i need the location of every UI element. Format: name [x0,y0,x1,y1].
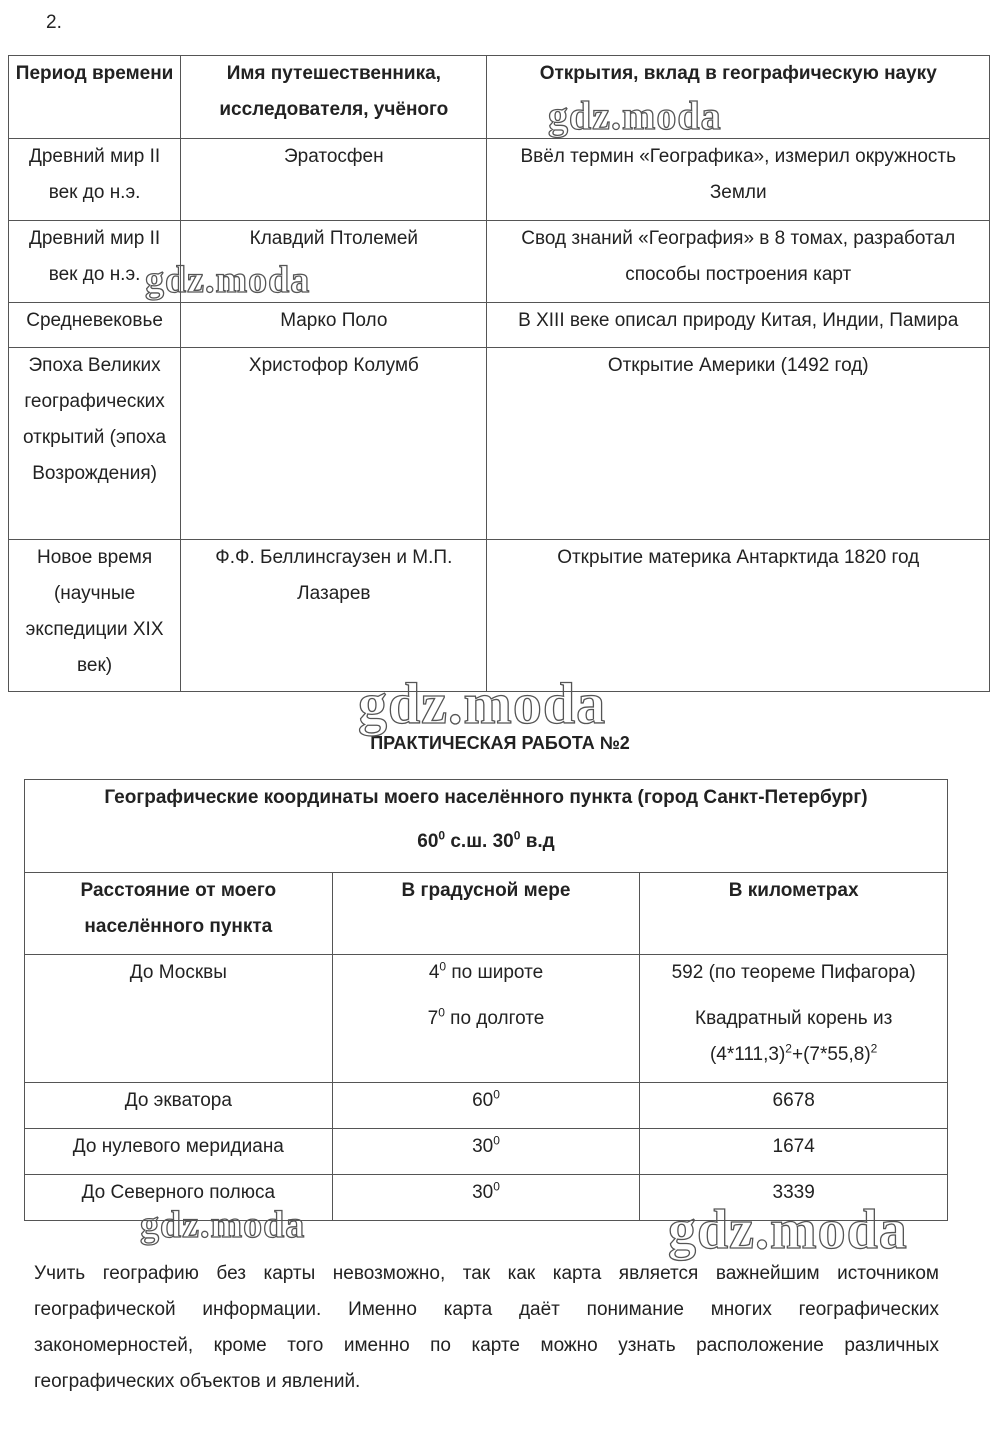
header-discovery: Открытия, вклад в географическую науку [487,56,990,139]
watermark: gdz.moda [358,671,607,736]
table-row [25,1083,948,1129]
conclusion-paragraph: Учить географию без карты невозможно, так как карта является важнейшим источником географической информации. Именно карта даёт понимание многих географических закономерностей, кроме того именно по карте можно узнать расположение различных географических объектов и явлений. [34,1263,939,1392]
label-cell: До Северного полюса [25,1175,333,1221]
city-coordinates: $60^0$ с.ш. $30^0$ в.д [417,828,555,852]
task-number: 2. [46,12,62,33]
period-cell: Древний мир II век до н.э. [9,221,181,303]
label-cell: До экватора [25,1083,333,1129]
km-cell: 1674 [640,1129,948,1175]
discovery-cell: В XIII веке описал природу Китая, Индии, Памира [487,303,990,348]
table-row [9,540,990,692]
header-period: Период времени [9,56,181,139]
table-header-row [9,56,990,139]
period-cell: Древний мир II век до н.э. [9,139,181,221]
table-row [9,139,990,221]
discovery-cell: Открытие материка Антарктида 1820 год [487,540,990,692]
watermark: gdz.moda [140,1204,306,1246]
name-cell: Ф.Ф. Беллинсгаузен и М.П. Лазарев [181,540,487,692]
km-cell: 3339 [640,1175,948,1221]
label-cell: До Москвы [25,955,333,1083]
discovery-cell: Свод знаний «География» в 8 томах, разработал способы построения карт [487,221,990,303]
km-cell: 6678 [640,1083,948,1129]
degrees-cell: $30^0$ [332,1129,640,1175]
coordinates-title-row [25,780,948,873]
period-cell: Эпоха Великих географических открытий (эпоха Возрождения) [9,348,181,540]
degrees-cell: $30^0$ [332,1175,640,1221]
km-cell: 592 (по теореме Пифагора) Квадратный корень из $(4*111,3)^2+(7*55,8)^2$ [640,955,948,1083]
degrees-cell: $4^0$ по широте $7^0$ по долготе [332,955,640,1083]
degrees-cell: $60^0$ [332,1083,640,1129]
coordinates-title: Географические координаты моего населённого пункта (город Санкт-Петербург) [104,787,868,808]
watermark: gdz.moda [145,259,311,301]
header-degrees: В градусной мере [332,873,640,955]
period-cell: Средневековье [9,303,181,348]
header-name: Имя путешественника, исследователя, учёного [181,56,487,139]
discovery-cell: Открытие Америки (1492 год) [487,348,990,540]
explorers-table [8,55,990,692]
watermark: gdz.moda [668,1199,908,1261]
name-cell: Марко Поло [181,303,487,348]
name-cell: Клавдий Птолемей [181,221,487,303]
coordinates-title-cell [25,780,948,873]
label-cell: До нулевого меридиана [25,1129,333,1175]
header-km: В километрах [640,873,948,955]
period-cell: Новое время (научные экспедиции XIX век) [9,540,181,692]
table-header-row [25,873,948,955]
name-cell: Христофор Колумб [181,348,487,540]
name-cell: Эратосфен [181,139,487,221]
practical-work-title: ПРАКТИЧЕСКАЯ РАБОТА №2 [370,733,630,753]
header-distance: Расстояние от моего населённого пункта [25,873,333,955]
coordinates-table [24,779,948,1221]
table-row [9,221,990,303]
table-row [25,1175,948,1221]
discovery-cell: Ввёл термин «Географика», измерил окружность Земли [487,139,990,221]
table-row-moscow [25,955,948,1083]
table-row [9,348,990,540]
watermark: gdz.moda [548,93,722,138]
table-row [9,303,990,348]
table-row [25,1129,948,1175]
